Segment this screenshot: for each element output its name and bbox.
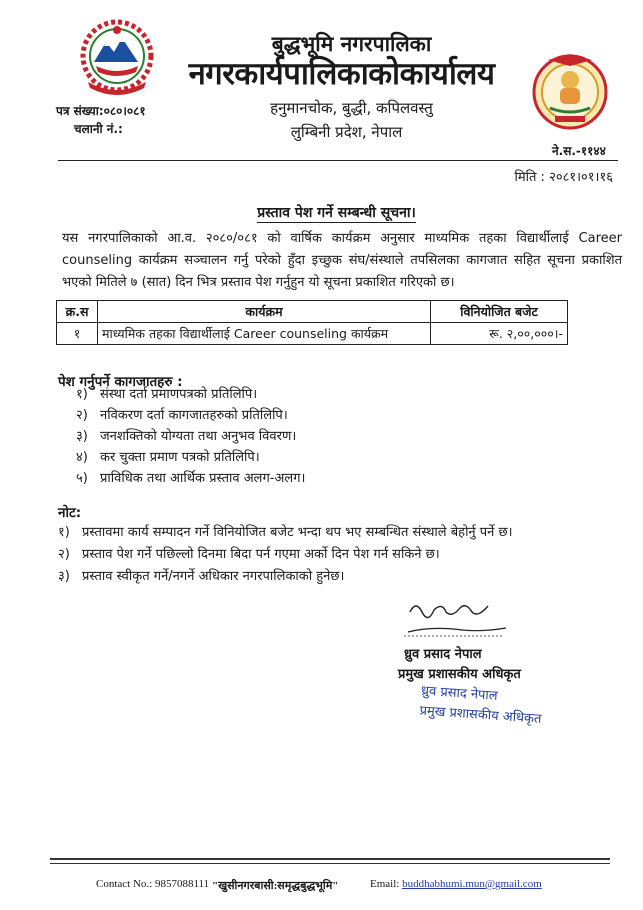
footer-divider <box>50 858 610 864</box>
email-link[interactable]: buddhabhumi.mun@gmail.com <box>402 878 542 890</box>
list-text: नविकरण दर्ता कागजातहरुको प्रतिलिपि। <box>100 408 288 423</box>
list-text: कर चुक्ता प्रमाण पत्रको प्रतिलिपि। <box>100 450 260 465</box>
list-number: २) <box>76 408 88 423</box>
email-label: Email: <box>370 878 400 890</box>
list-number: ३) <box>58 569 70 584</box>
stamp-name: ध्रुव प्रसाद नेपाल <box>420 683 499 704</box>
list-item <box>58 522 513 544</box>
list-number: ३) <box>76 429 88 444</box>
letter-number <box>56 102 146 119</box>
list-text: प्रस्तावमा कार्य सम्पादन गर्ने विनियोजित बजेट भन्दा थप भए सम्बन्धित संस्थाले बेहोर्नु पर्ने छ। <box>82 525 513 540</box>
documents-list <box>76 384 305 489</box>
signatory-name: ध्रुव प्रसाद नेपाल <box>404 647 482 662</box>
office-name: नगरकार्यपालिकाकोकार्यालय <box>188 56 495 92</box>
municipality-name: बुद्धभूमि नगरपालिका <box>271 32 432 56</box>
stamp-title: प्रमुख प्रशासकीय अधिकृत <box>419 703 542 727</box>
date: मिति : २०८१।०१।१६ <box>514 170 613 185</box>
address-line-1: हनुमानचोक, बुद्धी, कपिलवस्तु <box>270 99 433 117</box>
budget-table <box>56 300 568 345</box>
signatory-title: प्रमुख प्रशासकीय अधिकृत <box>398 667 521 682</box>
cell-budget: रू. २,००,०००।- <box>431 323 568 345</box>
documents-heading: पेश गर्नुपर्ने कागजातहरु : <box>58 374 183 390</box>
handwritten-signature <box>402 598 512 640</box>
list-number: २) <box>58 547 70 562</box>
list-number: १) <box>58 525 70 540</box>
dispatch-number-label: चलानी नं.: <box>74 122 123 136</box>
table-header-row <box>57 301 568 323</box>
list-number: १) <box>76 387 88 402</box>
cell-sn: १ <box>57 323 98 345</box>
list-number: ४) <box>76 450 88 465</box>
ns-number: ने.स.-११४४ <box>552 144 606 158</box>
list-item <box>76 468 305 489</box>
address-line-2: लुम्बिनी प्रदेश, नेपाल <box>290 123 403 141</box>
list-text: जनशक्तिको योग्यता तथा अनुभव विवरण। <box>100 429 297 444</box>
list-item <box>58 544 513 566</box>
list-item <box>76 384 305 405</box>
list-item <box>76 426 305 447</box>
list-text: प्राविधिक तथा आर्थिक प्रस्ताव अलग-अलग। <box>100 471 306 486</box>
cell-program: माध्यमिक तहका विद्यार्थीलाई Career counseling कार्यक्रम <box>98 323 431 345</box>
footer-contact: Contact No.: 9857088111 <box>96 878 210 890</box>
column-header-program: कार्यक्रम <box>98 301 431 323</box>
notice-subject <box>0 203 643 222</box>
column-header-budget: विनियोजित बजेट <box>431 301 568 323</box>
notes-heading: नोट: <box>58 505 82 521</box>
list-item <box>58 566 513 588</box>
notice-body: यस नगरपालिकाको आ.व. २०८०/०८१ को वार्षिक कार्यक्रम अनुसार माध्यमिक तहका विद्यार्थीलाई Career counseling कार्यक्रम सञ्चालन गर्नु परेको हुँदा इच्छुक संघ/संस्थाले तपसिलका कागजात सहित सूचना प्रकाशित भएको मितिले ७ (सात) दिन भित्र प्रस्ताव पेश गर्नुहुन यो सूचना प्रकाशित गरिएको छ। <box>62 231 622 290</box>
header-divider <box>58 160 618 161</box>
list-item <box>76 447 305 468</box>
footer-email <box>370 878 542 890</box>
footer-slogan: "खुसीनगरबासी:समृद्धबुद्धभूमि" <box>212 880 339 892</box>
notice-subject-text: प्रस्ताव पेश गर्ने सम्बन्धी सूचना। <box>257 205 416 221</box>
table-row <box>57 323 568 345</box>
list-item <box>76 405 305 426</box>
official-stamp <box>419 682 552 735</box>
column-header-sn: क्र.स <box>57 301 98 323</box>
list-text: संस्था दर्ता प्रमाणपत्रको प्रतिलिपि। <box>100 387 258 402</box>
list-text: प्रस्ताव पेश गर्ने पछिल्लो दिनमा बिदा पर्न गएमा अर्को दिन पेश गर्न सकिने छ। <box>82 547 440 562</box>
letter-number-label: पत्र संख्या: <box>56 104 104 118</box>
list-text: प्रस्ताव स्वीकृत गर्ने/नगर्ने अधिकार नगरपालिकाको हुनेछ। <box>82 569 345 584</box>
letter-number-value: ०८०।०८१ <box>103 104 146 118</box>
notes-list <box>58 522 513 588</box>
list-number: ५) <box>76 471 88 486</box>
